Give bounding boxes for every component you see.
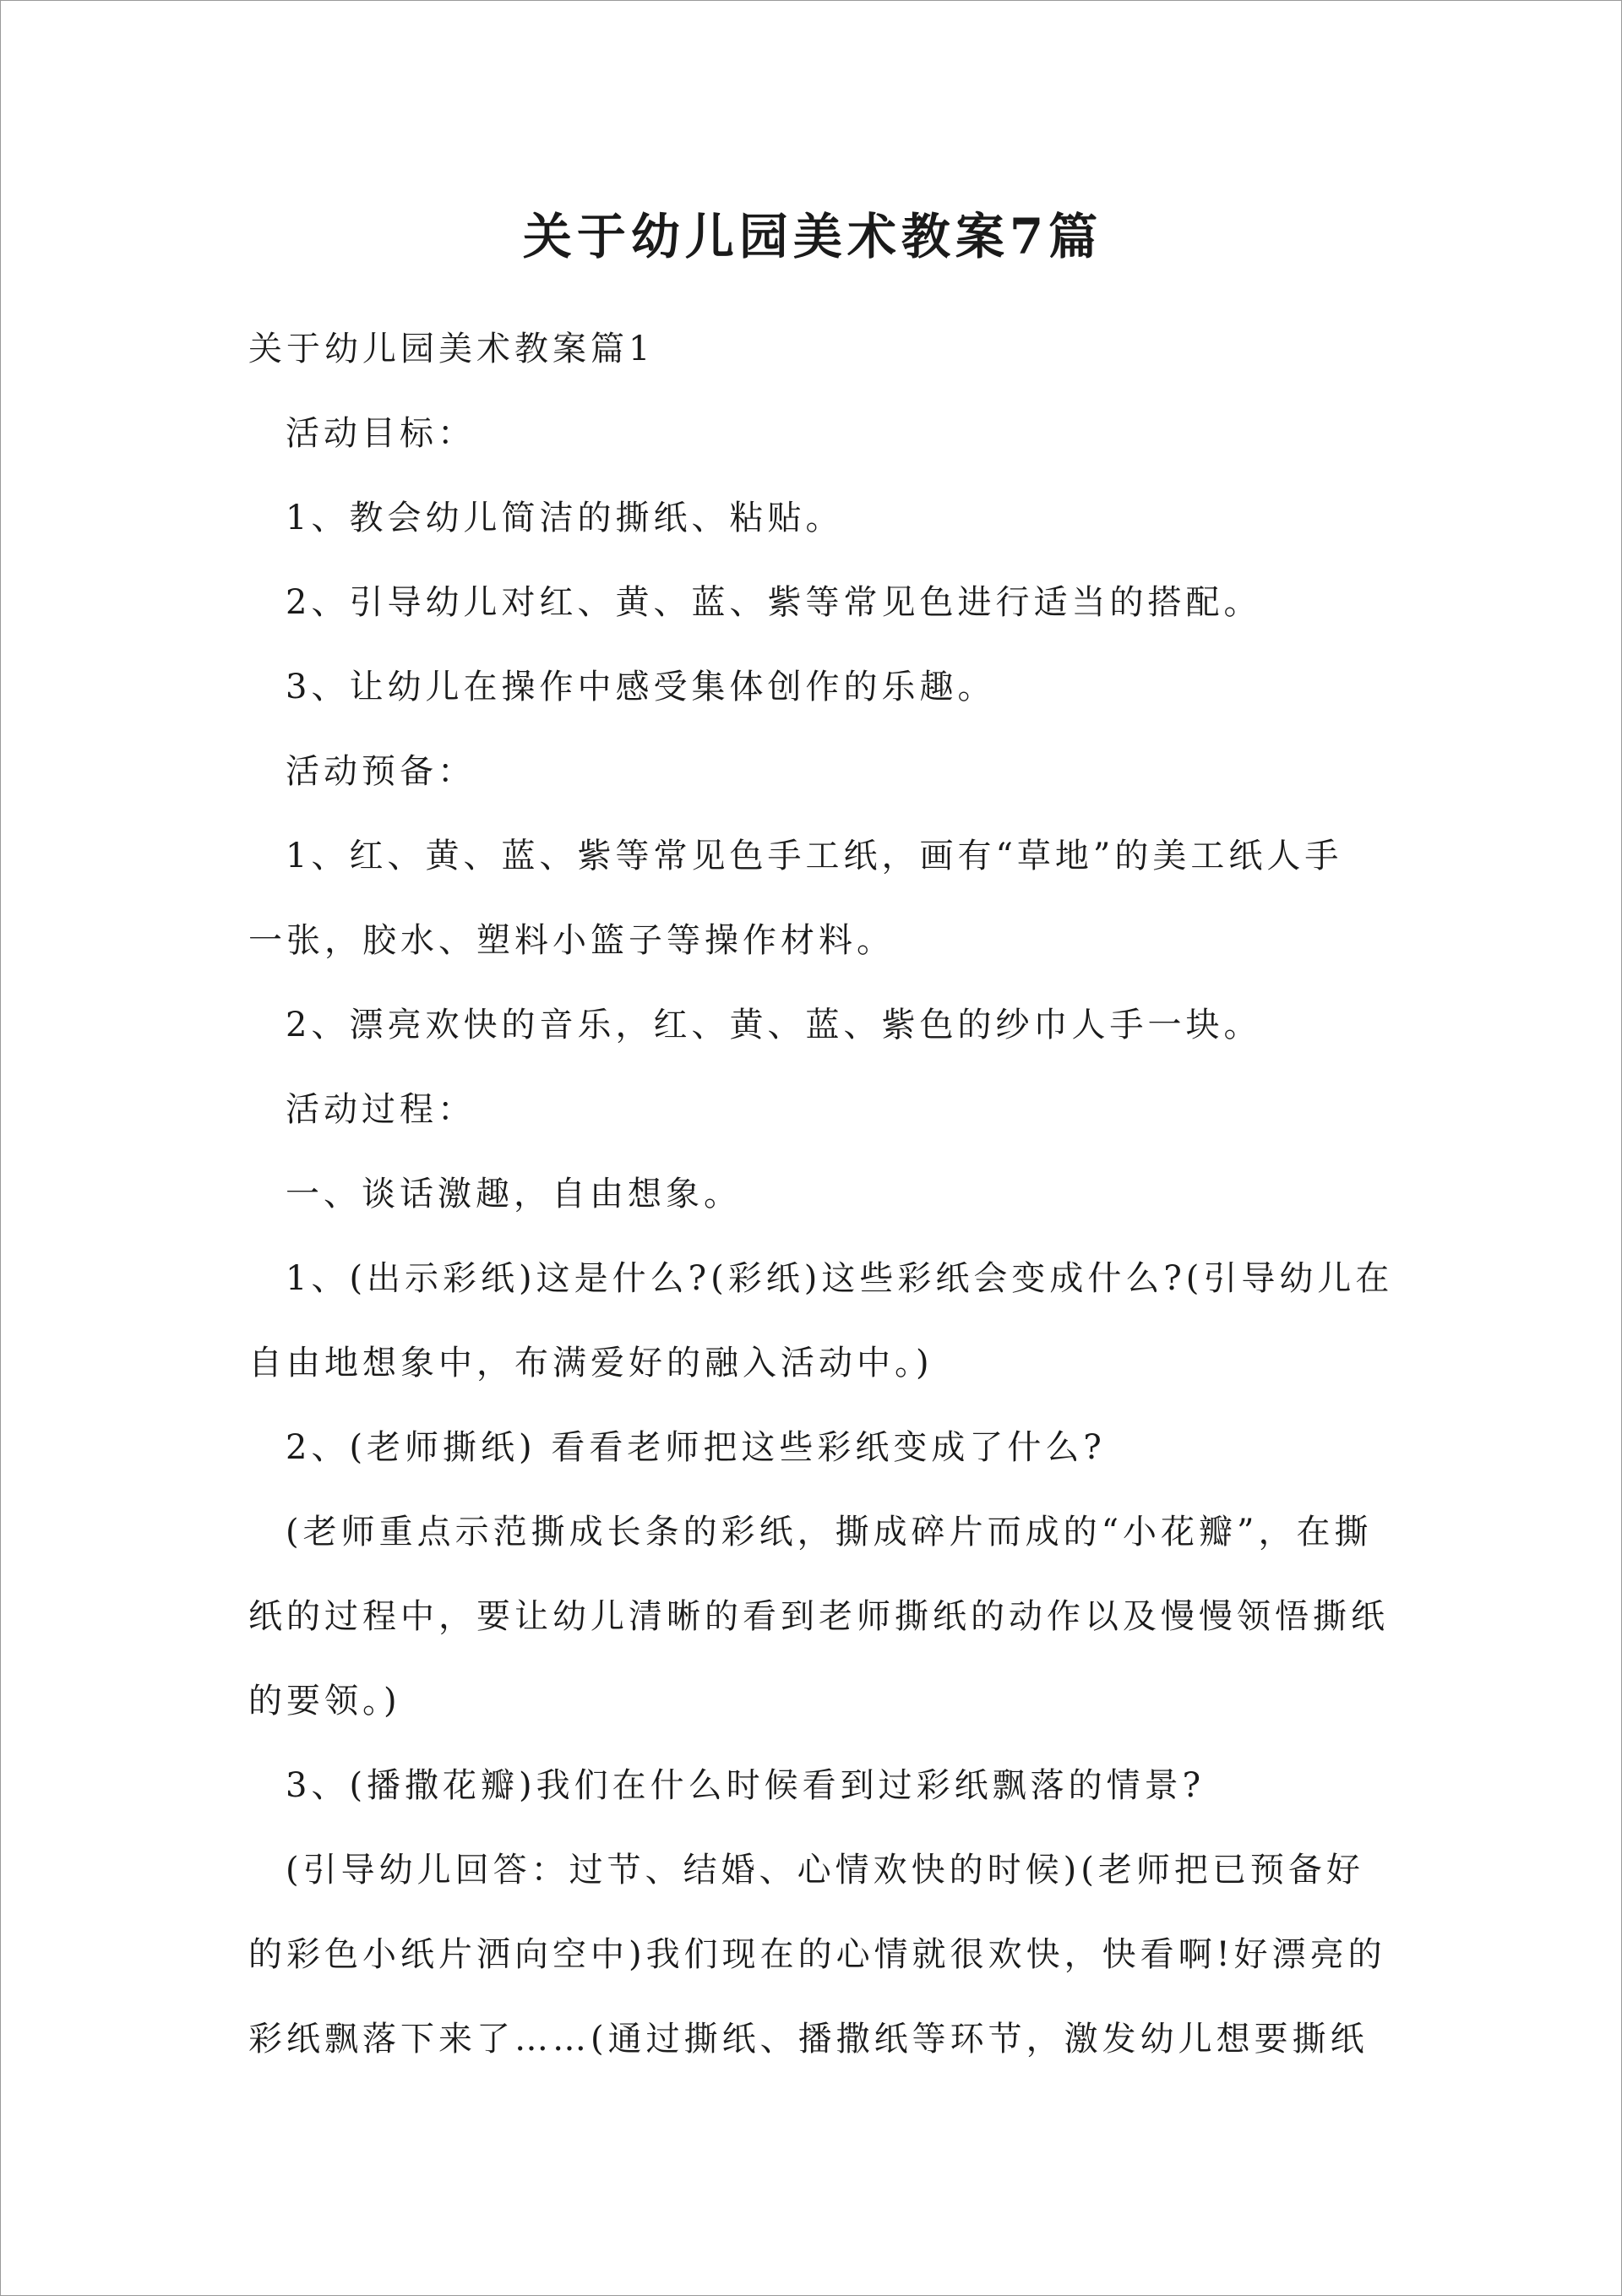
paragraph-line: 1、教会幼儿简洁的撕纸、粘贴。 [286, 499, 844, 537]
paragraph-line: 1、红、黄、蓝、紫等常见色手工纸，画有“草地”的美工纸人手 [286, 837, 1343, 875]
paragraph-line: 的彩色小纸片洒向空中)我们现在的心情就很欢快，快看啊!好漂亮的 [248, 1935, 1386, 1974]
paragraph-line: 彩纸飘落下来了……(通过撕纸、播撒纸等环节，激发幼儿想要撕纸 [248, 2020, 1369, 2059]
paragraph-line: (老师重点示范撕成长条的彩纸，撕成碎片而成的“小花瓣”，在撕 [286, 1513, 1373, 1552]
paragraph-line: 2、引导幼儿对红、黄、蓝、紫等常见色进行适当的搭配。 [286, 583, 1262, 622]
paragraph-line: 纸的过程中，要让幼儿清晰的看到老师撕纸的动作以及慢慢领悟撕纸 [248, 1597, 1389, 1636]
paragraph-line: 3、让幼儿在操作中感受集体创作的乐趣。 [286, 668, 996, 706]
paragraph-line: 1、(出示彩纸)这是什么?(彩纸)这些彩纸会变成什么?(引导幼儿在 [286, 1259, 1394, 1298]
paragraph-line: 活动预备： [286, 752, 476, 791]
paragraph-line: 一张，胶水、塑料小篮子等操作材料。 [248, 921, 895, 960]
paragraph-line: 一、谈话激趣，自由想象。 [286, 1175, 742, 1213]
section-heading: 关于幼儿园美术教案篇1 [248, 330, 655, 368]
paragraph-line: 自由地想象中，布满爱好的融入活动中。) [248, 1344, 933, 1383]
paragraph-line: 活动过程： [286, 1090, 476, 1129]
paragraph-line: (引导幼儿回答：过节、结婚、心情欢快的时候)(老师把已预备好 [286, 1851, 1364, 1890]
paragraph-line: 活动目标： [286, 414, 476, 453]
document-title: 关于幼儿园美术教案7篇 [522, 208, 1103, 265]
paragraph-line: 2、(老师撕纸) 看看老师把这些彩纸变成了什么? [286, 1428, 1106, 1467]
paragraph-line: 3、(播撒花瓣)我们在什么时候看到过彩纸飘落的情景? [286, 1766, 1206, 1805]
paragraph-line: 的要领。) [248, 1682, 401, 1721]
paragraph-line: 2、漂亮欢快的音乐，红、黄、蓝、紫色的纱巾人手一块。 [286, 1006, 1262, 1044]
